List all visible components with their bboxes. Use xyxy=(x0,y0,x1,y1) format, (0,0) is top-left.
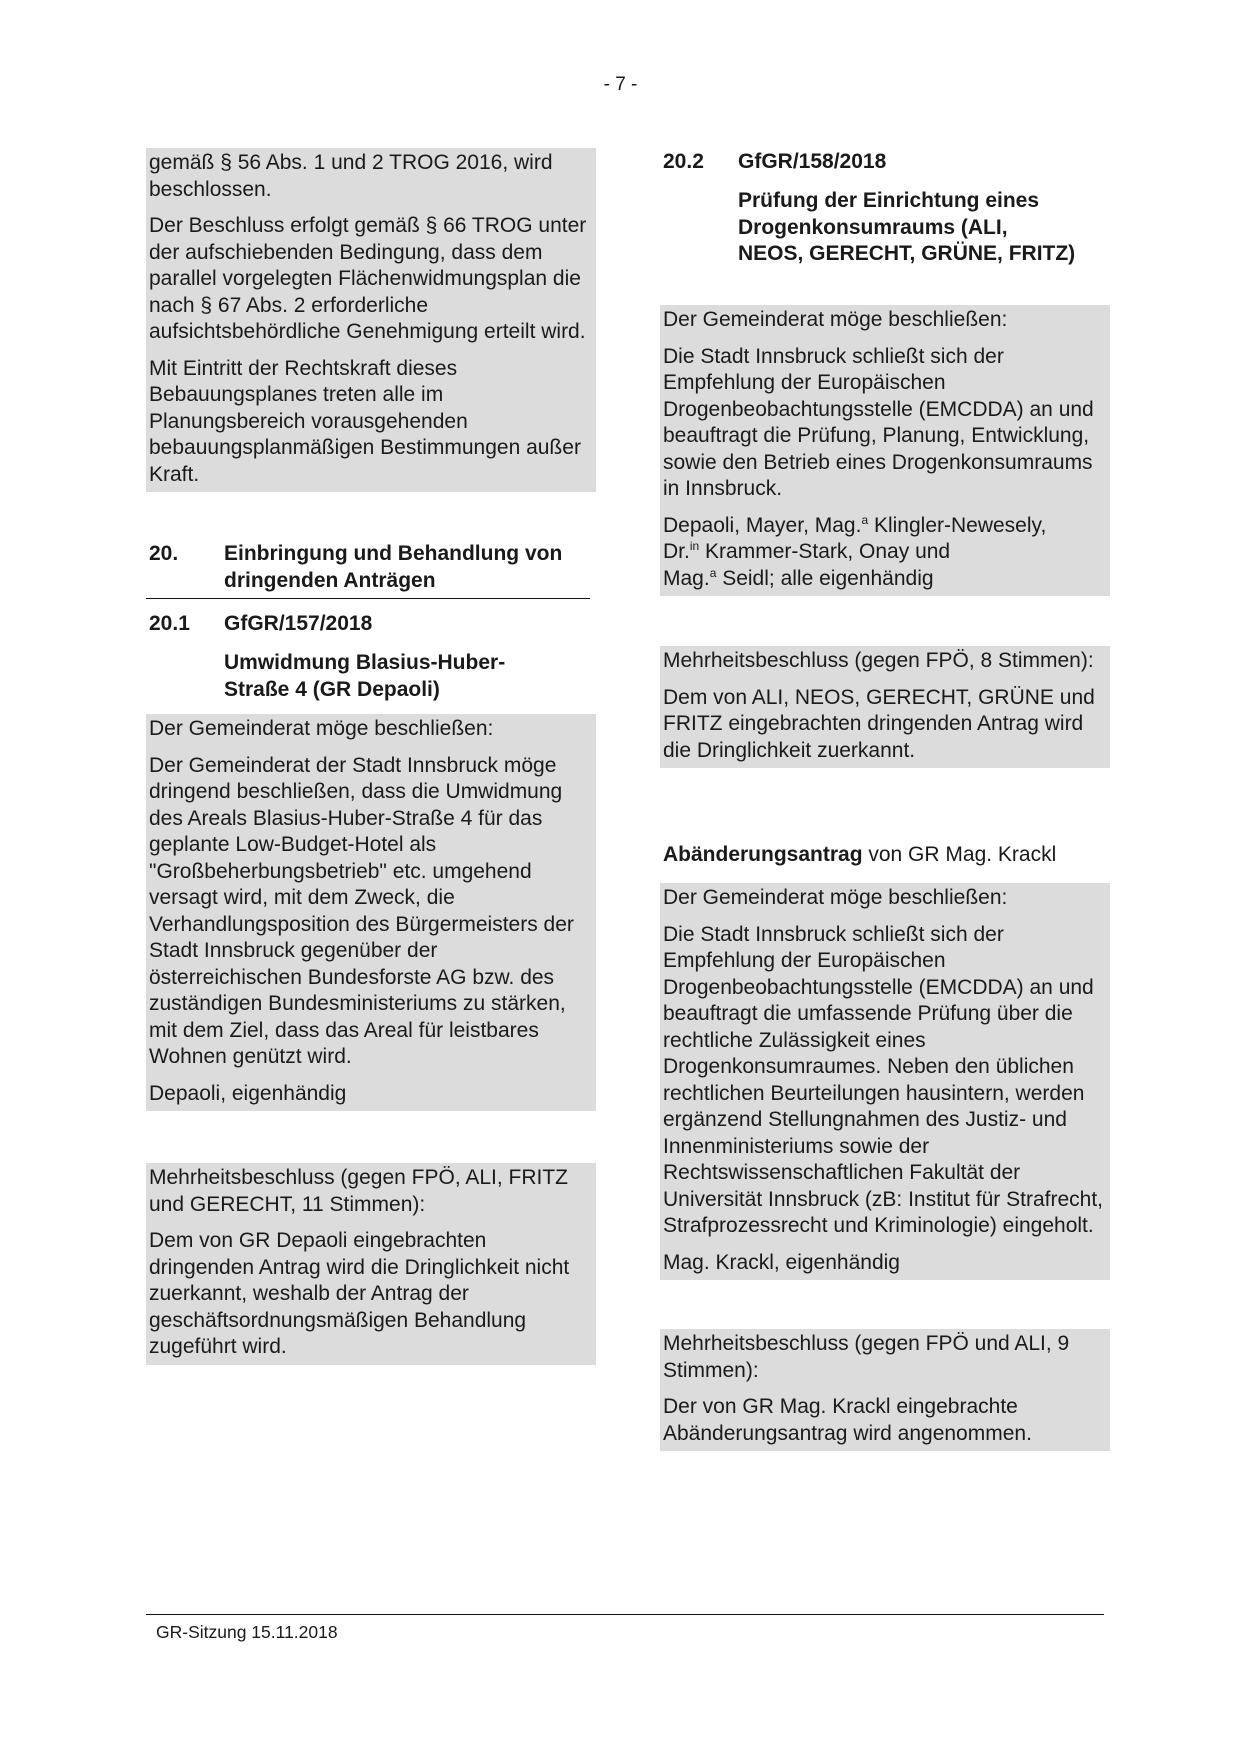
amendment-block xyxy=(660,883,1110,1280)
motion-block xyxy=(660,305,1110,596)
paragraph: Die Stadt Innsbruck schließt sich der Empfehlung der Europäischen Drogenbeobachtungsstelle (EMCDDA) an und beauftragt die umfassende Prüfung über die rechtliche Zulässigkeit eines Drogenkonsumraumes. Neben den üblichen rechtlichen Beurteilungen hausintern, werden ergänzend Stellungnahmen des Justiz- und Innenministeriums sowie der Rechtswissenschaftlichen Fakultät der Universität Innsbruck (zB: Institut für Strafrecht, Strafprozessrecht und Kriminologie) eingeholt. xyxy=(663,922,1103,1237)
section-20-2-heading xyxy=(660,149,1104,177)
section-code: GfGR/157/2018 xyxy=(224,612,373,635)
decision-block xyxy=(660,1329,1110,1451)
section-title: Umwidmung Blasius-Huber-Straße 4 (GR Depaoli) xyxy=(224,651,506,701)
section-code: GfGR/158/2018 xyxy=(738,150,887,173)
paragraph: Dem von ALI, NEOS, GERECHT, GRÜNE und FRITZ eingebrachten dringenden Antrag wird die Dringlichkeit zuerkannt. xyxy=(663,685,1095,762)
section-title: Prüfung der Einrichtung eines Drogenkonsumraums (ALI, NEOS, GERECHT, GRÜNE, FRITZ) xyxy=(738,189,1076,265)
amendment-heading: Abänderungsantrag von GR Mag. Krackl xyxy=(663,843,1057,866)
section-20-1-title xyxy=(146,650,590,706)
section-number: 20.2 xyxy=(663,150,704,173)
paragraph: Der Gemeinderat möge beschließen: xyxy=(149,717,494,740)
footer-text: GR-Sitzung 15.11.2018 xyxy=(156,1622,338,1642)
footer-divider xyxy=(146,1614,1104,1615)
section-title: Einbringung und Behandlung von dringenden Anträgen xyxy=(224,542,563,592)
motion-block xyxy=(146,714,596,1111)
page-number: - 7 - xyxy=(603,74,638,95)
paragraph: gemäß § 56 Abs. 1 und 2 TROG 2016, wird beschlossen. xyxy=(149,151,553,201)
paragraph: Dem von GR Depaoli eingebrachten dringenden Antrag wird die Dringlichkeit nicht zuerkannt, weshalb der Antrag der geschäftsordnungsmäßigen Behandlung zugeführt wird. xyxy=(149,1229,570,1358)
decision-block xyxy=(660,646,1110,768)
section-number: 20.1 xyxy=(149,612,190,635)
section-divider xyxy=(146,598,590,599)
paragraph: Die Stadt Innsbruck schließt sich der Empfehlung der Europäischen Drogenbeobachtungsstelle (EMCDDA) an und beauftragt die Prüfung, Planung, Entwicklung, sowie den Betrieb eines Drogenkonsumraums in Innsbruck. xyxy=(663,344,1094,500)
paragraph: Der von GR Mag. Krackl eingebrachte Abänderungsantrag wird angenommen. xyxy=(663,1395,1032,1445)
paragraph: Mag. Krackl, eigenhändig xyxy=(663,1250,900,1274)
paragraph: Der Gemeinderat der Stadt Innsbruck möge dringend beschließen, dass die Umwidmung des Areals Blasius-Huber-Straße 4 für das geplante Low-Budget-Hotel als "Großbeherbungsbetrieb" etc. umgehend versagt wird, mit dem Zweck, die Verhandlungsposition des Bürgermeisters der Stadt Innsbruck gegenüber der österreichischen Bundesforste AG bzw. des zuständigen Bundesministeriums zu stärken, mit dem Ziel, dass das Areal für leistbares Wohnen genützt wird. xyxy=(149,753,574,1068)
resolution-block xyxy=(146,148,596,492)
section-number: 20. xyxy=(149,542,179,565)
paragraph: Mehrheitsbeschluss (gegen FPÖ und ALI, 9 Stimmen): xyxy=(663,1332,1070,1382)
paragraph: Der Beschluss erfolgt gemäß § 66 TROG unter der aufschiebenden Bedingung, dass dem parallel vorgelegten Flächenwidmungsplan die nach § 67 Abs. 2 erforderliche aufsichtsbehördliche Genehmigung erteilt wird. xyxy=(149,214,587,343)
decision-block xyxy=(146,1163,596,1365)
paragraph: Depaoli, eigenhändig xyxy=(149,1081,347,1105)
paragraph: Der Gemeinderat möge beschließen: xyxy=(663,886,1008,909)
paragraph: Der Gemeinderat möge beschließen: xyxy=(663,308,1008,331)
paragraph: Mit Eintritt der Rechtskraft dieses Bebauungsplanes treten alle im Planungsbereich vorausgehenden bebauungsplanmäßigen Bestimmungen außer Kraft. xyxy=(149,356,581,486)
section-20-2-title xyxy=(660,188,1104,298)
signatories: Depaoli, Mayer, Mag.$^a$ Klingler-Newesely, Dr.$^{in}$ Krammer-Stark, Onay und Mag.$^a$ Seidl; alle eigenhändig xyxy=(663,512,1047,590)
section-20-heading xyxy=(146,541,590,597)
section-20-1-heading xyxy=(146,611,590,639)
paragraph: Mehrheitsbeschluss (gegen FPÖ, ALI, FRITZ und GERECHT, 11 Stimmen): xyxy=(149,1166,568,1216)
paragraph: Mehrheitsbeschluss (gegen FPÖ, 8 Stimmen): xyxy=(663,649,1094,672)
